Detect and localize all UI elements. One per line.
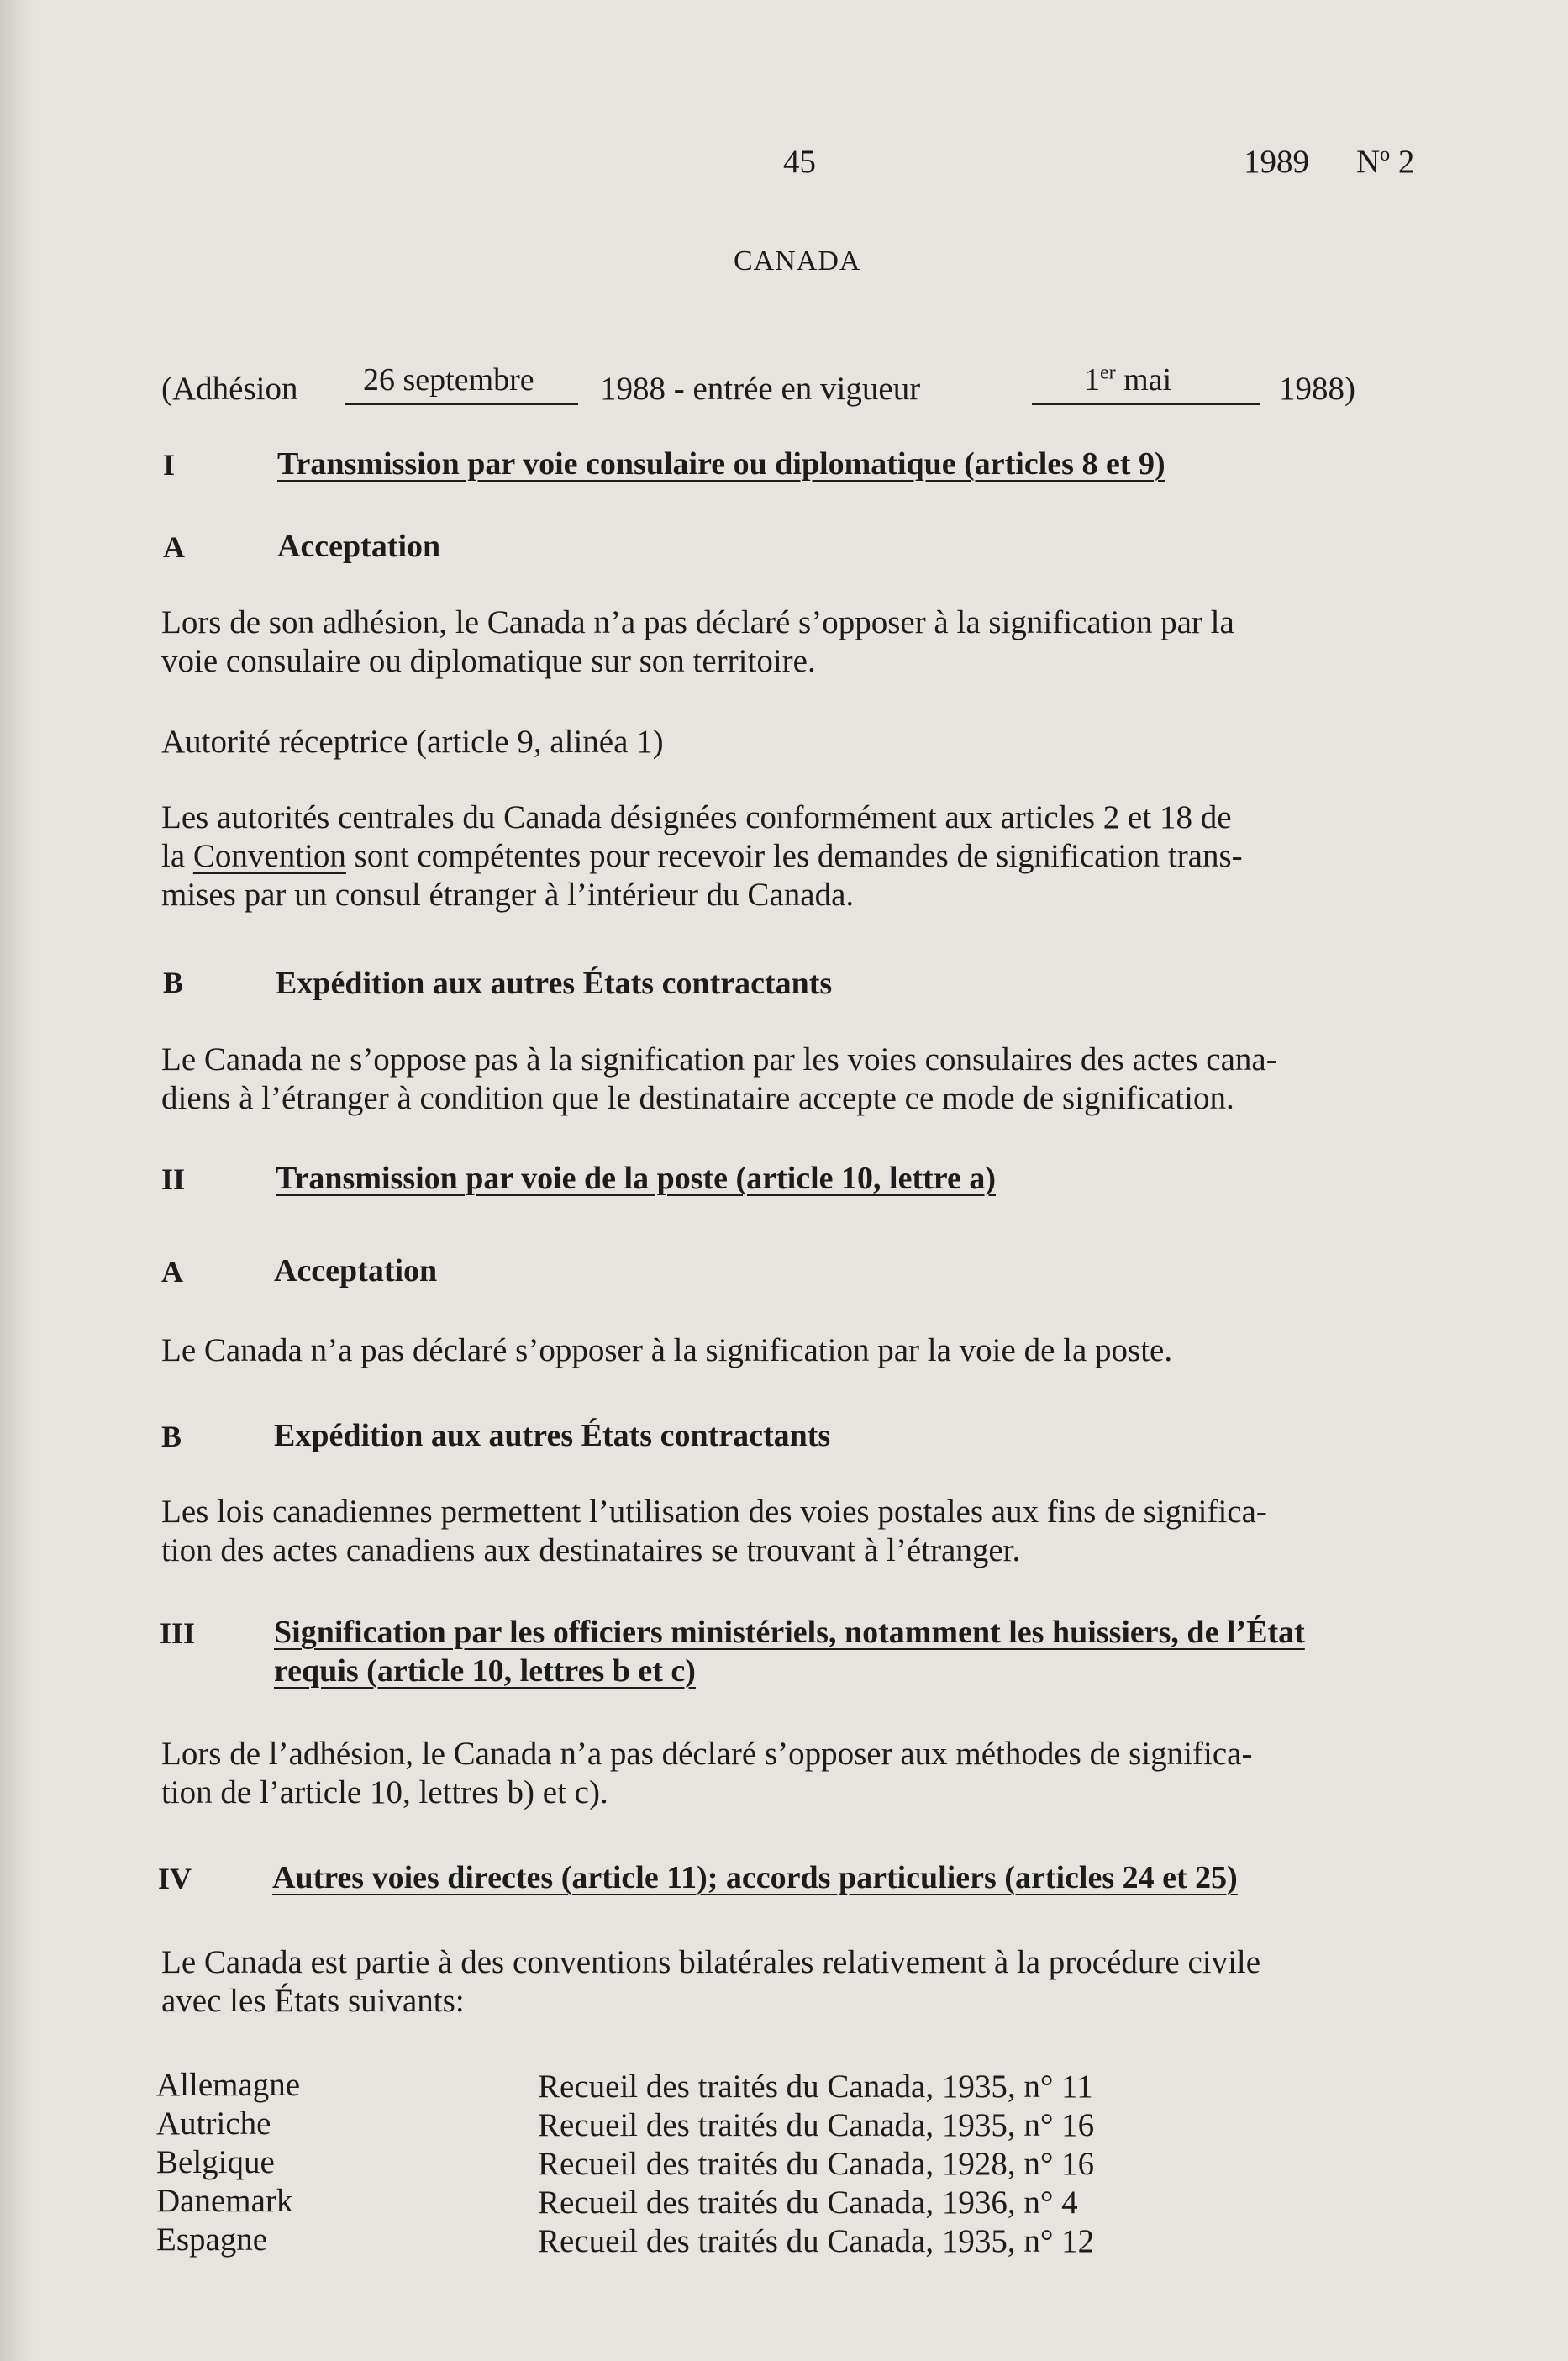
treaty-state: Belgique bbox=[156, 2144, 275, 2180]
adhesion-open: (Adhésion bbox=[161, 371, 298, 407]
section-2-number: II bbox=[161, 1162, 186, 1196]
section-4-number: IV bbox=[158, 1862, 192, 1895]
section-1-number: I bbox=[163, 448, 176, 482]
section-2-b-text: Les lois canadiennes permettent l’utilisation des voies postales aux fins de significa- tion des actes canadiens aux destinataires se trouvant à l’étranger. bbox=[161, 1494, 1267, 1568]
section-4-text: Le Canada est partie à des conventions bilatérales relativement à la procédure civile avec les États suivants: bbox=[161, 1944, 1261, 2019]
section-1-b-letter: B bbox=[163, 966, 184, 999]
effective-date-blank bbox=[1032, 403, 1260, 405]
treaty-reference: Recueil des traités du Canada, 1935, n° 11 bbox=[538, 2069, 1093, 2105]
header-year: 1989 bbox=[1244, 144, 1309, 180]
treaty-reference: Recueil des traités du Canada, 1928, n° 16 bbox=[538, 2146, 1095, 2182]
page-number: 45 bbox=[783, 144, 816, 180]
section-2-title: Transmission par voie de la poste (article 10, lettre a) bbox=[276, 1161, 996, 1196]
effective-date-filled: 1er mai bbox=[1084, 361, 1172, 398]
section-3-title-line-2: requis (article 10, lettres b et c) bbox=[274, 1653, 696, 1689]
treaty-state: Allemagne bbox=[156, 2067, 301, 2103]
treaty-reference: Recueil des traités du Canada, 1935, n° 12 bbox=[538, 2223, 1095, 2259]
section-4-title: Autres voies directes (article 11); accords particuliers (articles 24 et 25) bbox=[272, 1860, 1238, 1895]
section-1-authority-title: Autorité réceptrice (article 9, alinéa 1) bbox=[161, 724, 664, 760]
section-1-a-text: Lors de son adhésion, le Canada n’a pas déclaré s’opposer à la signification par la voie consulaire ou diplomatique sur son territoire. bbox=[161, 604, 1234, 679]
treaty-state: Espagne bbox=[156, 2221, 268, 2258]
section-3-title-line-1: Signification par les officiers ministériels, notamment les huissiers, de l’État bbox=[274, 1615, 1305, 1650]
section-1-b-text: Le Canada ne s’oppose pas à la signification par les voies consulaires des actes cana- diens à l’étranger à condition que le destinataire accepte ce mode de signification. bbox=[161, 1041, 1277, 1116]
section-1-a-title: Acceptation bbox=[277, 529, 441, 564]
header-issue: $N^o$ 2 bbox=[1356, 144, 1415, 180]
country-heading: CANADA bbox=[734, 245, 861, 277]
section-3-number: III bbox=[160, 1616, 196, 1650]
adhesion-year-entry: 1988 - entrée en vigueur bbox=[600, 371, 921, 407]
section-2-b-title: Expédition aux autres États contractants bbox=[274, 1418, 831, 1453]
section-2-a-letter: A bbox=[161, 1255, 183, 1289]
convention-link: Convention bbox=[192, 838, 346, 874]
treaty-state: Autriche bbox=[156, 2105, 271, 2142]
adhesion-date-filled: 26 septembre bbox=[363, 362, 534, 398]
section-1-authority-text: Les autorités centrales du Canada désignées conformément aux articles 2 et 18 de la Convention sont compétentes pour recevoir les demandes de signification trans- mises par un consul étranger à l’intérieur du Canada. bbox=[161, 799, 1243, 913]
treaty-reference: Recueil des traités du Canada, 1936, n° 4 bbox=[538, 2184, 1078, 2221]
adhesion-close: 1988) bbox=[1279, 371, 1355, 407]
section-2-a-text: Le Canada n’a pas déclaré s’opposer à la signification par la voie de la poste. bbox=[161, 1332, 1173, 1368]
adhesion-date-blank bbox=[345, 403, 578, 405]
section-2-b-letter: B bbox=[161, 1420, 182, 1453]
section-2-a-title: Acceptation bbox=[274, 1253, 438, 1289]
treaty-state: Danemark bbox=[156, 2183, 293, 2219]
page-spine-shadow bbox=[0, 0, 34, 2361]
section-1-a-letter: A bbox=[163, 530, 185, 564]
treaty-reference: Recueil des traités du Canada, 1935, n° 16 bbox=[538, 2107, 1095, 2143]
section-1-b-title: Expédition aux autres États contractants bbox=[276, 966, 833, 1001]
section-1-title: Transmission par voie consulaire ou diplomatique (articles 8 et 9) bbox=[277, 446, 1165, 482]
section-3-text: Lors de l’adhésion, le Canada n’a pas déclaré s’opposer aux méthodes de significa- tion de l’article 10, lettres b) et c). bbox=[161, 1736, 1253, 1810]
